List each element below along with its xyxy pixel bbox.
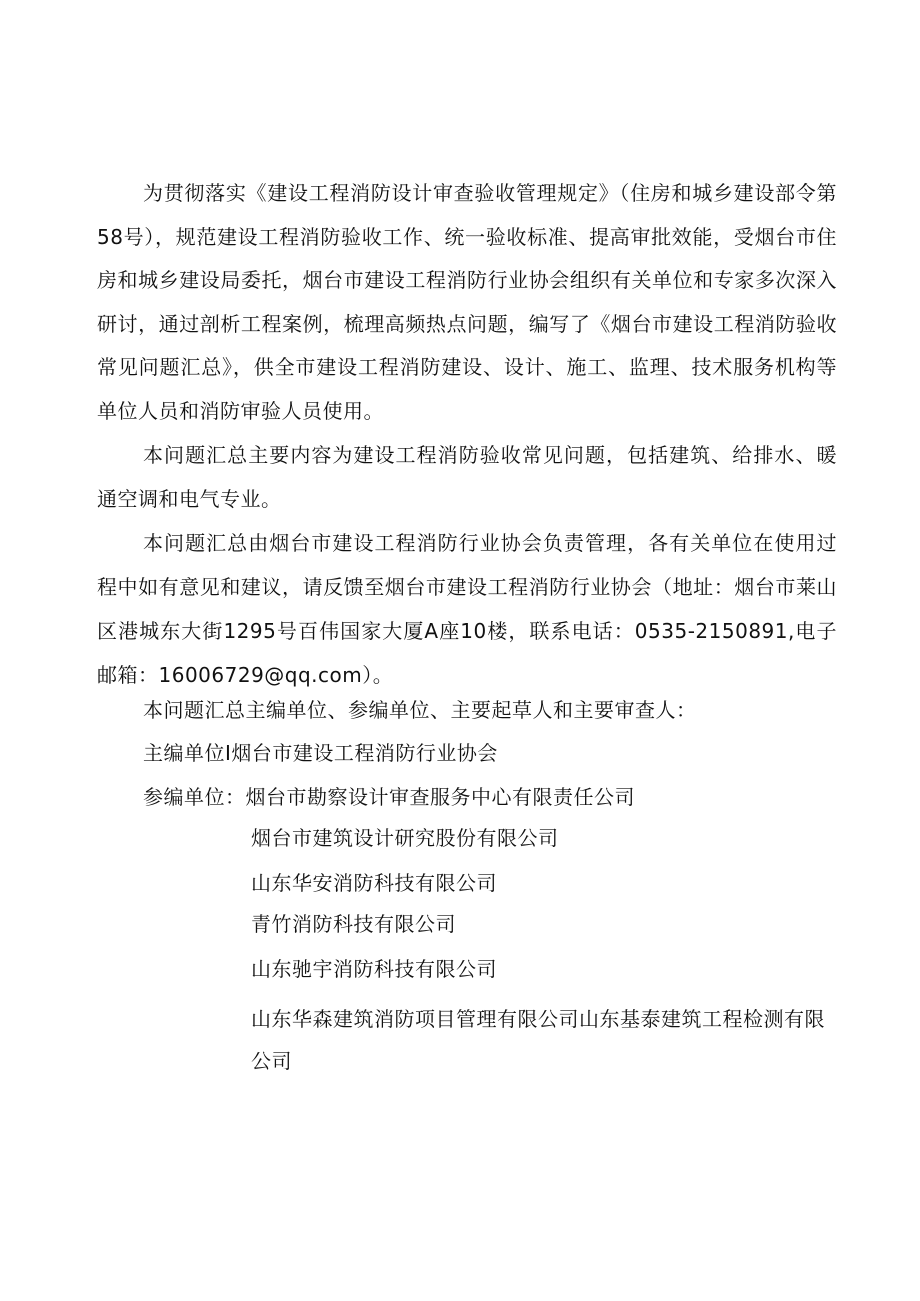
co-editor-unit: 青竹消防科技有限公司 [251,912,456,936]
chief-editor-line: 主编单位I烟台市建设工程消防行业协会 [143,741,498,765]
contributors-intro-line: 本问题汇总主编单位、参编单位、主要起草人和主要审查人： [143,698,697,722]
preface-paragraph-feedback: 本问题汇总由烟台市建设工程消防行业协会负责管理，各有关单位在使用过程中如有意见和建议，请反馈至烟台市建设工程消防行业协会（地址：烟台市莱山区港城东大街1295号百伟国家大厦A座10楼，联系电话：0535-2150891,电子邮箱：16006729@qq.com）。 [97,531,837,687]
co-editor-unit: 山东华森建筑消防项目管理有限公司山东基泰建筑工程检测有限公司 [251,1007,825,1073]
co-editor-unit: 山东驰宇消防科技有限公司 [251,957,497,981]
preface-paragraph-scope: 本问题汇总主要内容为建设工程消防验收常见问题，包括建筑、给排水、暖通空调和电气专业。 [97,443,837,511]
co-editor-unit: 山东华安消防科技有限公司 [251,871,497,895]
co-editors-label-line: 参编单位：烟台市勘察设计审查服务中心有限责任公司 [143,785,635,809]
preface-paragraph-purpose: 为贯彻落实《建设工程消防设计审查验收管理规定》（住房和城乡建设部令第58号），规范建设工程消防验收工作、统一验收标准、提高审批效能，受烟台市住房和城乡建设局委托，烟台市建设工程消防行业协会组织有关单位和专家多次深入研讨，通过剖析工程案例，梳理高频热点问题，编写了《烟台市建设工程消防验收常见问题汇总》，供全市建设工程消防建设、设计、施工、监理、技术服务机构等单位人员和消防审验人员使用。 [97,181,837,423]
co-editor-unit: 烟台市建筑设计研究股份有限公司 [251,826,559,850]
